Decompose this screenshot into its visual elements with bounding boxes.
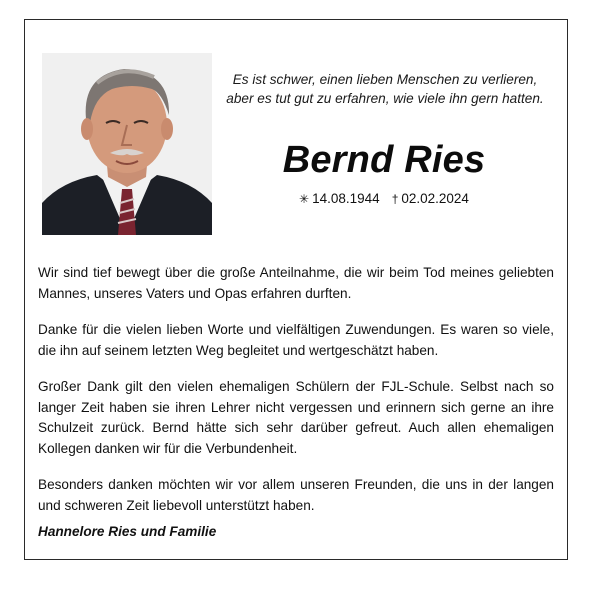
quote-line-1: Es ist schwer, einen lieben Menschen zu verlieren,: [232, 72, 538, 87]
portrait-photo: [42, 53, 212, 235]
memorial-quote: [210, 70, 560, 108]
paragraph: Großer Dank gilt den vielen ehemaligen Schülern der FJL-Schule. Selbst nach so langer Zeit haben sie ihren Lehrer nicht vergessen und erinnern sich gerne an ihre Schulzeit zurück. Bernd hätte sich sehr darüber gefreut. Auch allen ehemaligen Kollegen danken wir für die Verbundenheit.: [38, 379, 554, 456]
thank-you-text: [38, 263, 554, 532]
quote-line-2: aber es tut gut zu erfahren, wie viele ihn gern hatten.: [226, 91, 544, 106]
paragraph: Wir sind tief bewegt über die große Anteilnahme, die wir beim Tod meines geliebten Mannes, unseres Vaters und Opas erfahren durften.: [38, 265, 554, 301]
life-dates: [212, 191, 556, 206]
signature: Hannelore Ries und Familie: [38, 524, 217, 539]
birth-star-icon: ✳: [299, 192, 310, 206]
deceased-name: Bernd Ries: [282, 139, 486, 181]
paragraph: Danke für die vielen lieben Worte und vielfältigen Zuwendungen. Es waren so viele, die ihn auf seinem letzten Weg begleitet und wertgeschätzt haben.: [38, 322, 554, 358]
birth-date: 14.08.1944: [312, 191, 380, 206]
paragraph: Besonders danken möchten wir vor allem unseren Freunden, die uns in der langen und schweren Zeit liebevoll unterstützt haben.: [38, 477, 554, 513]
death-cross-icon: †: [391, 192, 399, 206]
death-date: 02.02.2024: [401, 191, 469, 206]
